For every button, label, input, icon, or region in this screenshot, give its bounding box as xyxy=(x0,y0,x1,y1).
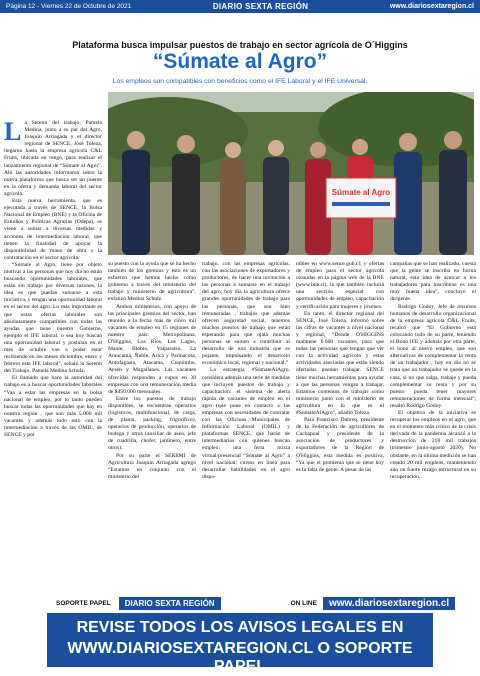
ad-website[interactable]: www.diariosextaregion.cl xyxy=(323,597,455,610)
ad-line-1: REVISE TODOS LOS AVISOS LEGALES EN xyxy=(76,619,404,636)
col4-paragraph: nibles en www.sence.gob.cl; y ofertas de empleo para el sector agrícola ozanidas en la página web de la BNE (www.bne.cl), la que también incluirá una sección especial con oportunidades de empleo, capacitación y certificación para mujeres y jóvenes. xyxy=(296,261,384,310)
article-column-1 xyxy=(4,117,102,439)
ad-line-2[interactable]: WWW.DIARIOSEXTAREGION.CL O SOPORTE PAPEL xyxy=(67,640,413,675)
article-column-5 xyxy=(390,261,476,481)
dropcap-letter: L xyxy=(4,117,22,146)
ad-brand: DIARIO SEXTA REGIÓN xyxy=(119,597,221,610)
col1-paragraph: El llamado que hace la autoridad del trabajo es a buscar oportunidades laborales “Van a estar las empresas en la bolsa nacional de empleo, por lo tanto pueden buscar todas las oportunidades que hay en nuestra región , que son más 5.000 mil vacantes y además todo esto con la intermediación a través de las OMIL, de SENCE y por xyxy=(4,375,102,439)
banner-sign-text: Súmate al Agro xyxy=(331,188,391,197)
col2-paragraph: Entre los puestos de trabajo disponibles, se encuentran operarios (logísticos, multifuncional, de carga, de planta, packing, frigorífico), operarios de producción, operarios de bodega y otros (auxiliar de aseo, jefe de cuadrilla, chofer, jardinero, entre otros). xyxy=(108,395,196,452)
header-website[interactable]: www.diariosextaregion.cl xyxy=(389,3,474,10)
legal-notices-ad xyxy=(0,594,480,675)
header-brand: DIARIO SEXTA REGIÓN xyxy=(212,2,309,11)
article-column-4 xyxy=(296,261,384,474)
article-column-3 xyxy=(202,261,290,481)
article-column-2 xyxy=(108,261,196,481)
col1-paragraph: Esta nueva herramienta, que es ejecutada a través de SENCE, la Bolsa Nacional de Empleo (BNE) y la Oficina de Estudios y Políticas Agrarias (Odepa), se viene a sumar a diversas medidas y acciones de intermediación laboral, que tienen la finalidad de apoyar la disponibilidad de mano de obra y la contratación en el sector agrícola. xyxy=(4,198,102,261)
article-photo xyxy=(108,92,474,255)
col3-paragraph: trabajo, con las empresas agrícolas, con las asociaciones de exportadores y productores, de hacer una invitación a las personas a sumarse en el trabajo del agro, hoy día la agricultura ofrece grandes oportunidades de trabajo para las personas, que son bien remuneradas , trabajos que además ofrecen seguridad social, tenemos muchos puestos de trabajo que están esperando para que ojalá muchas personas se sumen a contribuir al desarrollo de una industria que es pujante, impulsando el desarrollo económico local, regional y nacional.” xyxy=(202,261,290,367)
col2-paragraph: Ambos ministerios, con apoyo de las principales gremios del sector, han reunido a la fecha más de cinco mil vacantes de empleo en 15 regiones de nuestro país: Metropolitana, O'Higgins, Los Ríos, Los Lagos, Maule, Biobío, Valparaíso, La Araucanía, Ñuble, Arica y Parinacota, Antofagasta, Atacama, Coquimbo, Aysén y Magallanes. Las vacantes ofrecidas responden a cupos en 38 empresas con una remuneración media de $450.000 mensuales. xyxy=(108,303,196,395)
col5-paragraph: campañas que se han realizado, cuesta que la gente se inscriba en forma natural, esta idea de acercar a los trabajadores para inscribirse es una muy buena idea”, concluyó el dirigente. xyxy=(390,261,476,303)
article-headline: “Súmate al Agro” xyxy=(152,50,328,73)
sumate-banner-sign xyxy=(326,178,396,218)
col2-paragraph: su puesto con la ayuda que se ha hecho también de los gremios y esto es un esfuerzo que hemos hecho como gobierno a través del ministerio del trabajo y ministerio de agricultura”, enfatizó Medina Schulz. xyxy=(108,261,196,303)
col2-paragraph: Por su parte el SEREMI de Agricultura Joaquín Arriagada agregó “Estamos en conjunto con el ministerio del xyxy=(108,452,196,480)
col5-paragraph: Rodrigo Godoy, Jefe de recursos humanos de desarrollo organizacional de la empresa agrícola C&L Fruits, recalcó que “El Gobierno está colocando todo de su parte, teniendo el Bono IFE y además por otra parte, el bono al nuevo empleo, que son alternativas de complementar la renta de un trabajador , hoy en día no se trata que un trabajador se quede en la casa, si no que salga, trabaje y pueda complementar su renta y por su puesto pueda tener mayores remuneraciones de forma mensual”, resaltó Rodrigo Godoy. xyxy=(390,303,476,409)
group-photo-illustration xyxy=(108,92,474,255)
col1-paragraph: a Seremi del trabajo, Pamela Medina, junto a su par del Agro, Joaquín Arriagada y el director regional de SENCE, José Toleza, llegaron hasta la empresa agrícola C&L Fruits, ubicada en rengo, para realizar el lanzamiento regional de “Súmate al Agro”. Ahí las autoridades informaron sobre la nueva plataforma que busca ser un puente en la oferta y demanda laboral del sector agrícola. xyxy=(4,120,102,197)
ad-online-label: ON LINE xyxy=(290,599,317,607)
article-subhead: Los empleos son compatibles con beneficios como el IFE Laboral y el IFE Universal. xyxy=(112,78,368,85)
ad-top-row xyxy=(0,594,480,612)
ad-main-box xyxy=(47,613,433,675)
page-date: Página 12 - Viernes 22 de Octubre de 2021 xyxy=(6,3,132,10)
col5-paragraph: El objetivo de la iniciativa es recuperar los empleos en el agro, que en el momento más crítico de la crisis derivada de la pandemia alcanzó a la destrucción de 218 mil trabajos (trimestre junio-agosto 2020). No obstante, en la última medición se han creado 20 mil empleos, manteniendo aún un fuerte rezago estructural en su recuperación. xyxy=(390,409,476,480)
col3-paragraph: La estrategia #SúmateAlAgro, considera además una serie de medidas que incluyen puestos de trabajo y capacitación: el sistema de alerta rápida de vacantes de empleo en el agro (que pone en contacto a las empresas con necesidades de contratar con las Oficinas Municipales de Información Laboral (OMIL) y plataformas SENCE, que harán de intermediarios con quienes buscan empleo; una feria mixta virtual/presencial “Súmate al Agro” a nivel nacional; cursos en línea para desarrollar habilidades en el agro dispo- xyxy=(202,367,290,480)
col1-paragraph: “Súmate al Agro, tiene por objeto motivar a las personas que hoy día no están buscando oportunidades laborales, que están sin trabajo por diversas razones, la idea es que puedan sumarse a esta iniciativa, y tengan una oportunidad laboral en el sector del agro. Lo más importante es que estas ofertas laborales son absolutamente compatibles con todas las ayudas que tiene nuestro Gobierno, ejemplo el IFE laboral, o sea hoy buscan una oportunidad laboral y postulan en el mes de octubre van a poder estar recibiendo en los meses diciembre, enero y febrero este IFE laboral”, señaló la Seremi del Trabajo, Pamela Medina Schulz. xyxy=(4,261,102,375)
article-kicker: Plataforma busca impulsar puestos de trabajo en sector agrícola de O´Higgins xyxy=(72,40,408,50)
ad-soporte-label: SOPORTE PAPEL xyxy=(56,599,111,607)
col4-paragraph: En tanto, el director regional del SENCE, José Toleza, informó sobre las cifras de vacantes a nivel nacional y regional, “Donde O'HIGGINS mantiene 6.600 vacantes, para que todas las personas que tengan que ver con la actividad agrícola y estas actividades asociadas que están siendo ofertadas puedan trabajar. SENCE tiene muchas herramientas para ayudar a que las personas vengan a trabajar. Estamos contentos de trabajar como ministerio junto con el ministerio de agricultura en lo que es el #SumateAlAgro”, añadió Toleza. xyxy=(296,310,384,416)
page-header xyxy=(0,0,480,13)
col4-paragraph: Para Francisco Dubreq, presidente de la Federación de agricultores de Cachapoal y presidente de la asociación de productores y exportadores de la Región de O'Higgins, esta medida es positiva, “Ya que el problema que se tiene hoy es la falta de gente. A pesar de las xyxy=(296,417,384,473)
